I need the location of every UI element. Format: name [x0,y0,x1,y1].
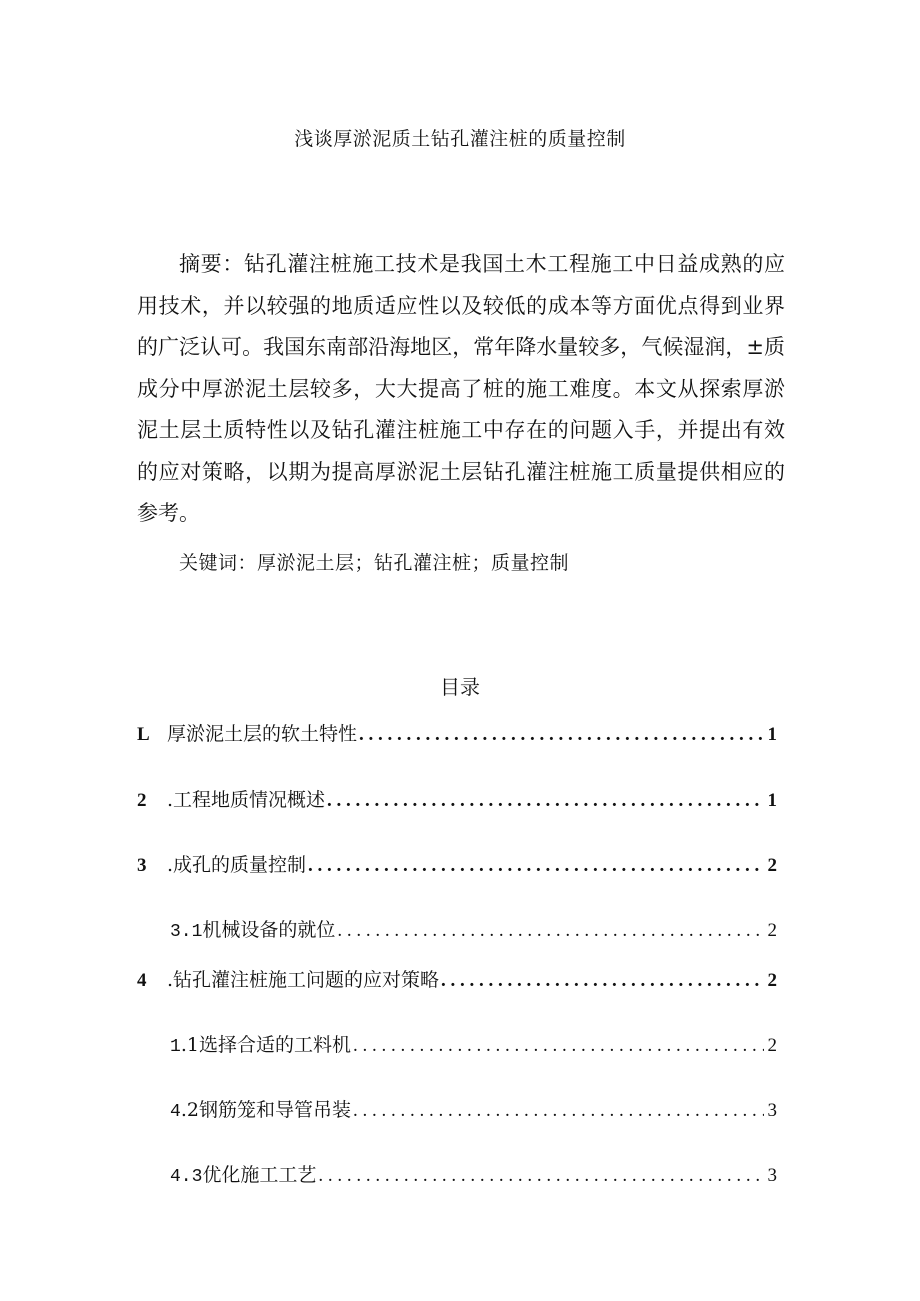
toc-dot-leader [308,855,763,877]
toc-entry-2[interactable] [137,785,777,812]
toc-entry-text: 厚淤泥土层的软土特性 [167,723,358,745]
toc-entry-1[interactable] [137,719,777,746]
toc-dot-leader [359,724,763,746]
toc-dot-leader [318,1165,763,1187]
toc-dot-leader [337,920,763,942]
toc-entry-number: 4 [170,1102,181,1122]
toc-entry-page: 2 [767,1035,777,1056]
toc-entry-text: .1选择合适的工料机 [180,1034,351,1056]
toc-entry-page: 2 [767,970,777,991]
toc-entry-text: .钻孔灌注桩施工问题的应对策略 [167,969,440,991]
toc-entry-page: 2 [767,855,777,876]
toc-entry-number: 1 [170,1037,181,1057]
toc-entry-text: .成孔的质量控制 [167,854,307,876]
toc-entry-4[interactable] [137,965,777,992]
toc-entry-4-2[interactable] [170,1095,777,1122]
abstract-paragraph: 摘要：钻孔灌注桩施工技术是我国土木工程施工中日益成熟的应用技术，并以较强的地质适应性以及较低的成本等方面优点得到业界的广泛认可。我国东南部沿海地区，常年降水量较多，气候湿润，±质成分中厚淤泥土层较多，大大提高了桩的施工难度。本文从探索厚淤泥土层土质特性以及钻孔灌注桩施工中存在的问题入手，并提出有效的应对策略，以期为提高厚淤泥土层钻孔灌注桩施工质量提供相应的参考。 [137,252,785,525]
toc-entry-4-1[interactable] [170,1030,777,1057]
keywords-line: 关键词：厚淤泥土层；钻孔灌注桩；质量控制 [179,552,570,574]
toc-entry-page: 3 [767,1100,777,1121]
toc-dot-leader [441,970,763,992]
toc-entry-page: 3 [767,1165,777,1186]
toc-entry-number: 2 [137,790,147,811]
toc-entry-text: 优化施工工艺 [202,1164,317,1186]
toc-entry-number: 3.1 [170,922,203,942]
toc-entry-page: 2 [767,920,777,941]
toc-dot-leader [353,1035,764,1057]
document-title: 浅谈厚淤泥质土钻孔灌注桩的质量控制 [294,128,626,150]
toc-entry-number: 4 [137,970,147,991]
toc-entry-page: 1 [767,790,777,811]
toc-entry-3-1[interactable] [170,915,777,942]
toc-dot-leader [353,1100,764,1122]
toc-entry-4-3[interactable] [170,1160,777,1187]
toc-entry-number: 4.3 [170,1167,203,1187]
toc-entry-text: .2钢筋笼和导管吊装 [180,1099,351,1121]
toc-entry-text: .工程地质情况概述 [167,789,326,811]
toc-entry-page: 1 [767,724,777,745]
toc-title: 目录 [440,675,480,699]
toc-entry-number: 3 [137,855,147,876]
toc-dot-leader [327,790,763,812]
toc-entry-text: 机械设备的就位 [202,919,336,941]
toc-entry-3[interactable] [137,850,777,877]
toc-entry-number: L [137,724,150,745]
